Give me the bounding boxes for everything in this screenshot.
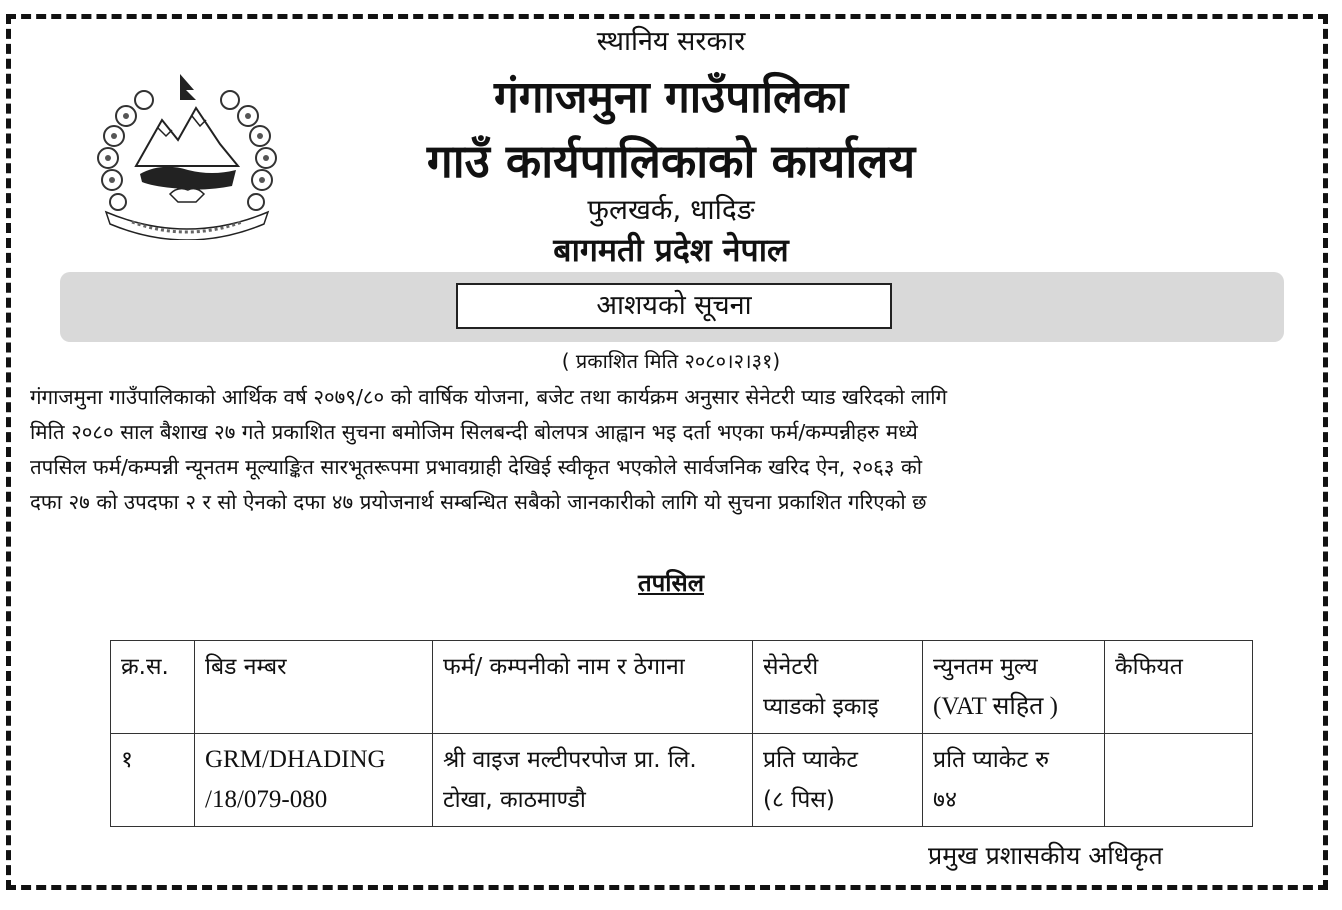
notice-body-line: मिति २०८० साल बैशाख २७ गते प्रकाशित सुचना बमोजिम सिलबन्दी बोलपत्र आह्वान भइ दर्ता भएका फर्म/कम्पन्नीहरु मध्ये: [30, 420, 918, 444]
signature-title: प्रमुख प्रशासकीय अधिकृत: [928, 841, 1163, 870]
header-firm: फर्म/ कम्पनीको नाम र ठेगाना: [433, 641, 753, 734]
header-price-line: न्युनतम मुल्य: [933, 654, 1038, 680]
published-date: ( प्रकाशित मिति २०८०।२।३१): [561, 349, 781, 373]
notice-body-line: तपसिल फर्म/कम्पन्नी न्यूनतम मूल्याङ्कित सारभूतरूपमा प्रभावग्राही देखिई स्वीकृत भएकोले सार्वजनिक खरिद ऐन, २०६३ को: [30, 455, 923, 479]
cell-price-line: ७४: [933, 787, 957, 813]
notice-body-line: गंगाजमुना गाउँपालिकाको आर्थिक वर्ष २०७९/८० को वार्षिक योजना, बजेट तथा कार्यक्रम अनुसार सेनेटरी प्याड खरिदको लागि: [30, 385, 948, 409]
cell-price-line: प्रति प्याकेट रु: [933, 747, 1050, 773]
cell-sn: १: [111, 734, 195, 827]
cell-firm: [433, 734, 753, 827]
schedule-table: [110, 640, 1253, 827]
header-unit: [753, 641, 923, 734]
office-location: फुलखर्क, धादिङ: [587, 193, 755, 226]
header-bid-no: बिड नम्बर: [195, 641, 433, 734]
cell-bid-no: [195, 734, 433, 827]
office-name-heading: गाउँ कार्यपालिकाको कार्यालय: [426, 134, 916, 188]
local-government-label: स्थानिय सरकार: [596, 26, 746, 57]
cell-firm-line: श्री वाइज मल्टीपरपोज प्रा. लि.: [443, 747, 697, 773]
notice-body: [30, 380, 1312, 520]
header-price-line: (VAT सहित ): [933, 693, 1058, 720]
schedule-heading: तपसिल: [637, 569, 705, 597]
header-sn: क्र.स.: [111, 641, 195, 734]
cell-unit: [753, 734, 923, 827]
header-price: [923, 641, 1105, 734]
cell-unit-line: प्रति प्याकेट: [763, 747, 858, 773]
header-unit-line: सेनेटरी: [763, 654, 819, 680]
header-remarks: कैफियत: [1105, 641, 1253, 734]
palika-name-heading: गंगाजमुना गाउँपालिका: [493, 72, 849, 123]
cell-firm-line: टोखा, काठमाण्डौ: [443, 787, 586, 813]
header-unit-line: प्याडको इकाइ: [763, 694, 879, 720]
cell-unit-line: (८ पिस): [763, 787, 835, 813]
cell-bid-line: GRM/DHADING: [205, 746, 386, 773]
cell-price: [923, 734, 1105, 827]
table-row: [111, 734, 1253, 827]
notice-body-line: दफा २७ को उपदफा २ र सो ऐनको दफा ४७ प्रयोजनार्थ सम्बन्धित सबैको जानकारीको लागि यो सुचना प्रकाशित गरिएको छ: [30, 490, 927, 514]
cell-remarks: [1105, 734, 1253, 827]
table-header-row: [111, 641, 1253, 734]
province-heading: बागमती प्रदेश नेपाल: [553, 231, 789, 269]
cell-bid-line: /18/079-080: [205, 786, 328, 813]
notice-title: आशयको सूचना: [456, 283, 892, 329]
